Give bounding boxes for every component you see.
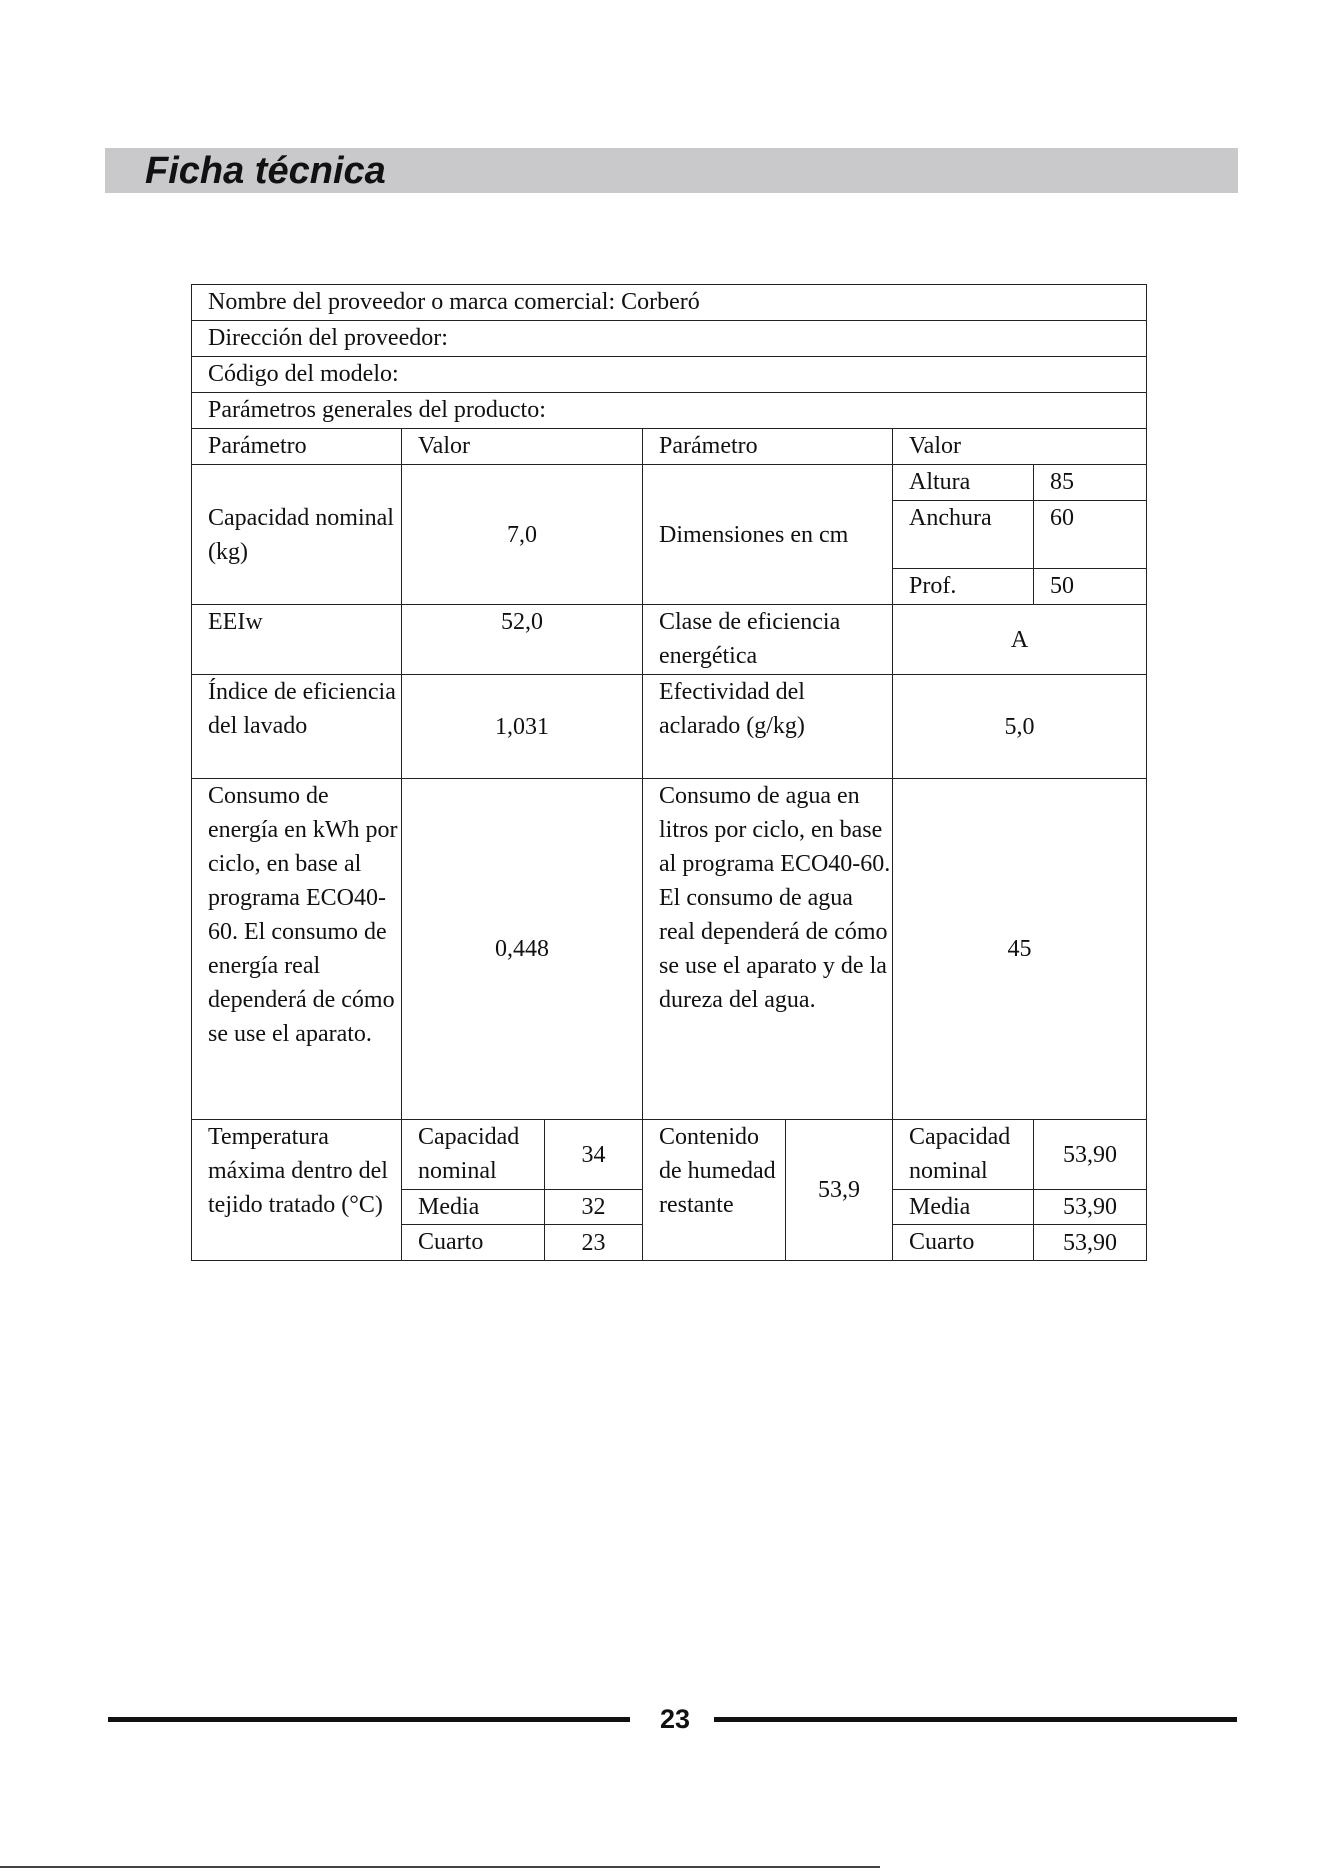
table-row <box>192 465 1147 501</box>
temperature-row-label: Media <box>402 1190 545 1225</box>
capacity-label: Capacidad nominal (kg) <box>192 465 402 605</box>
energy-label: Consumo de energía en kWh por ciclo, en base al programa ECO40-60. El consumo de energía real dependerá de cómo se use el aparato. <box>192 779 402 1120</box>
wash-index-label: Índice de eficiencia del lavado <box>192 675 402 779</box>
table-row <box>192 321 1147 357</box>
general-parameters-heading: Parámetros generales del producto: <box>192 393 1147 429</box>
table-row <box>192 675 1147 779</box>
temperature-row-label: Cuarto <box>402 1225 545 1261</box>
dimensions-label: Dimensiones en cm <box>643 465 893 605</box>
capacity-value: 7,0 <box>402 465 643 605</box>
rinse-label: Efectividad del aclarado (g/kg) <box>643 675 893 779</box>
table-row <box>192 357 1147 393</box>
column-header-param2: Parámetro <box>643 429 893 465</box>
height-label: Altura <box>893 465 1034 501</box>
supplier-address: Dirección del proveedor: <box>192 321 1147 357</box>
table-header-row <box>192 429 1147 465</box>
page-title: Ficha técnica <box>145 150 386 192</box>
page-number: 23 <box>659 1704 691 1734</box>
eeiw-value: 52,0 <box>402 605 643 675</box>
temperature-row-label: Capacidad nominal <box>402 1120 545 1190</box>
rinse-value: 5,0 <box>893 675 1147 779</box>
moisture-row-label: Media <box>893 1190 1034 1225</box>
height-value: 85 <box>1034 465 1147 501</box>
table-row <box>192 393 1147 429</box>
moisture-row-label: Capacidad nominal <box>893 1120 1034 1190</box>
energy-class-value: A <box>893 605 1147 675</box>
table-row <box>192 605 1147 675</box>
section-title-bar <box>105 148 1238 193</box>
moisture-label: Contenido de humedad restante <box>643 1120 786 1261</box>
moisture-value: 53,9 <box>786 1120 893 1261</box>
temperature-label: Temperatura máxima dentro del tejido tratado (°C) <box>192 1120 402 1261</box>
temperature-row-value: 23 <box>545 1225 643 1261</box>
table-row <box>192 779 1147 1120</box>
width-label: Anchura <box>893 501 1034 569</box>
column-header-valor1: Valor <box>402 429 643 465</box>
temperature-row-value: 32 <box>545 1190 643 1225</box>
bottom-edge-rule <box>0 1866 880 1868</box>
footer-rule-right <box>714 1717 1237 1722</box>
table-row <box>192 285 1147 321</box>
column-header-valor2: Valor <box>893 429 1147 465</box>
spec-table <box>191 284 1147 1261</box>
wash-index-value: 1,031 <box>402 675 643 779</box>
energy-value: 0,448 <box>402 779 643 1120</box>
footer-rule-left <box>108 1717 630 1722</box>
water-value: 45 <box>893 779 1147 1120</box>
table-row <box>192 1120 1147 1190</box>
water-label: Consumo de agua en litros por ciclo, en base al programa ECO40-60. El consumo de agua real dependerá de cómo se use el aparato y de la dureza del agua. <box>643 779 893 1120</box>
depth-value: 50 <box>1034 569 1147 605</box>
column-header-param1: Parámetro <box>192 429 402 465</box>
moisture-row-label: Cuarto <box>893 1225 1034 1261</box>
moisture-row-value: 53,90 <box>1034 1120 1147 1190</box>
moisture-row-value: 53,90 <box>1034 1225 1147 1261</box>
energy-class-label: Clase de eficiencia energética <box>643 605 893 675</box>
model-code: Código del modelo: <box>192 357 1147 393</box>
moisture-row-value: 53,90 <box>1034 1190 1147 1225</box>
eeiw-label: EEIw <box>192 605 402 675</box>
supplier-name: Nombre del proveedor o marca comercial: Corberó <box>192 285 1147 321</box>
width-value: 60 <box>1034 501 1147 569</box>
depth-label: Prof. <box>893 569 1034 605</box>
temperature-row-value: 34 <box>545 1120 643 1190</box>
